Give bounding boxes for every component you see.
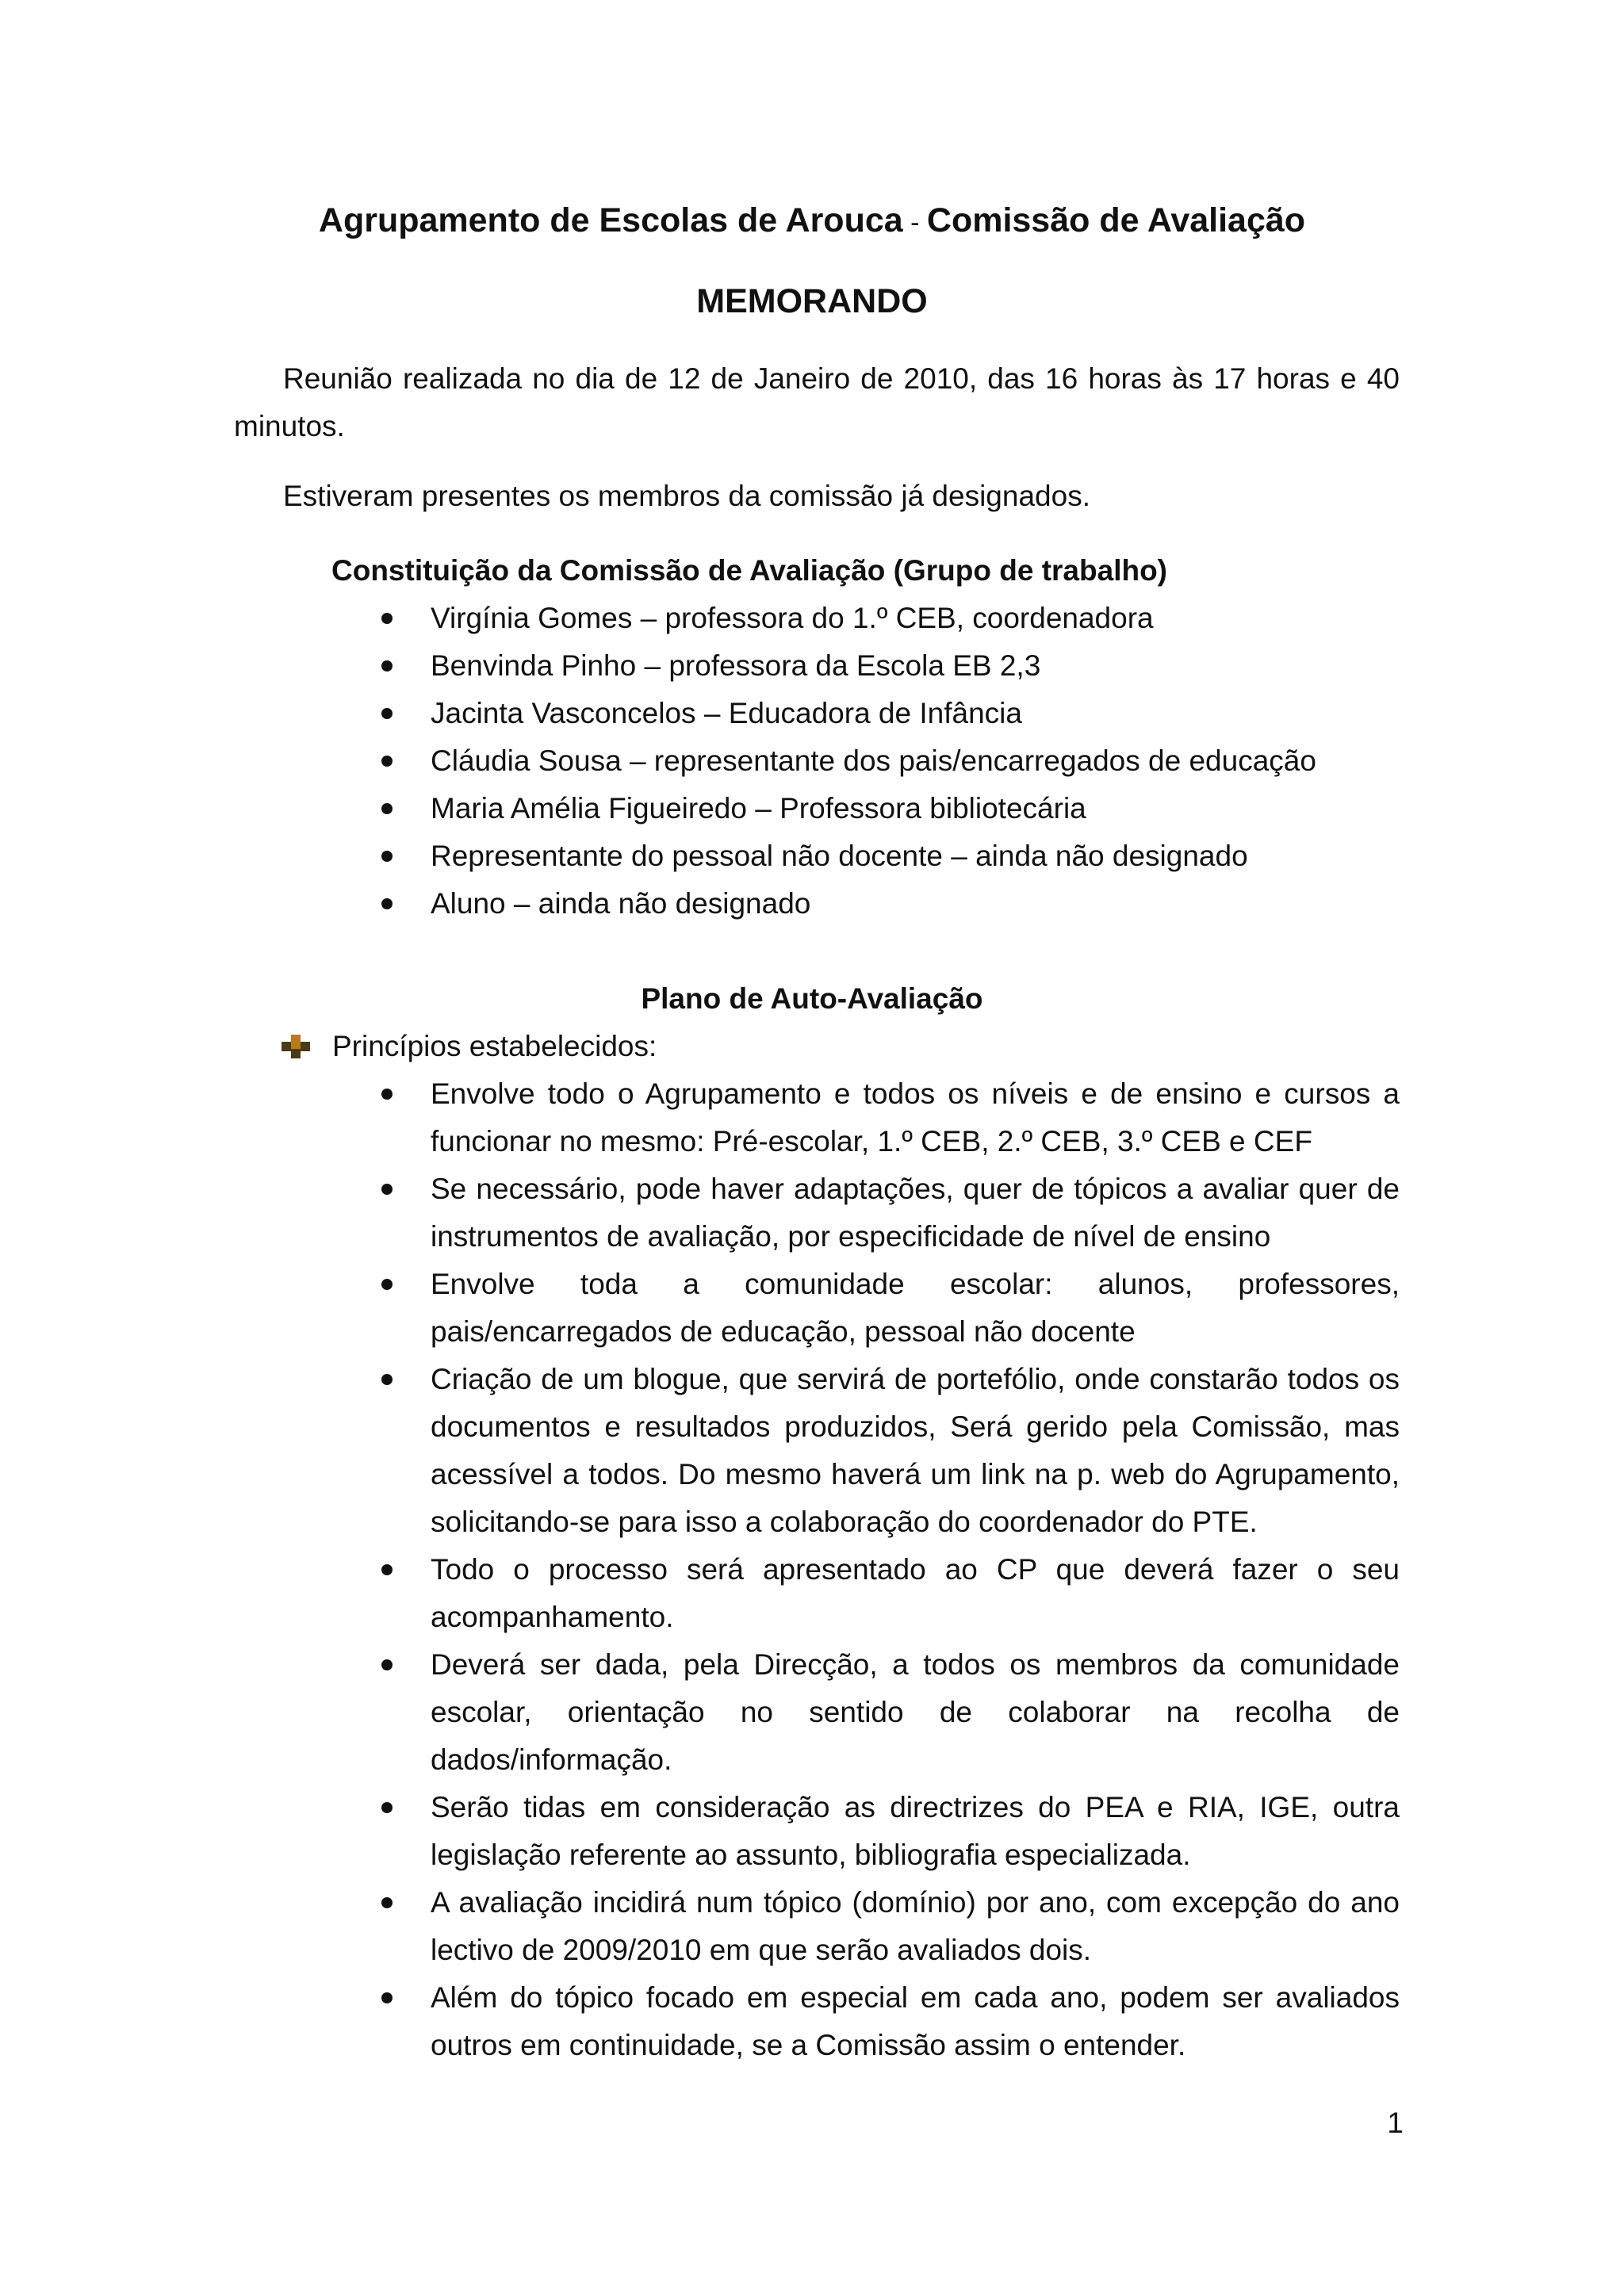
- principle-text: Serão tidas em consideração as directrizes do PEA e RIA, IGE, outra legislação referente ao assunto, bibliografia especializada.: [431, 1791, 1400, 1871]
- list-item: [0, 785, 1400, 832]
- document-subtitle: MEMORANDO: [696, 282, 928, 320]
- principle-text: Criação de um blogue, que servirá de portefólio, onde constarão todos os documentos e resultados produzidos, Será gerido pela Comissão, mas acessível a todos. Do mesmo haverá um link na p. web do Agrupamento, solicitando-se para isso a colaboração do coordenador do PTE.: [431, 1363, 1400, 1538]
- bullet-icon: [381, 1374, 393, 1385]
- list-item: [0, 1974, 1400, 2069]
- list-item: [0, 1546, 1400, 1641]
- attendance-paragraph: Estiveram presentes os membros da comissão já designados.: [283, 480, 1090, 512]
- member-text: Benvinda Pinho – professora da Escola EB 2,3: [431, 649, 1041, 682]
- list-item: [0, 595, 1400, 642]
- bullet-icon: [381, 1659, 393, 1670]
- list-item: [0, 880, 1400, 928]
- title-commission: Comissão de Avaliação: [926, 201, 1306, 239]
- list-item: [0, 1165, 1400, 1261]
- bullet-icon: [381, 851, 393, 862]
- principle-text: Se necessário, pode haver adaptações, quer de tópicos a avaliar quer de instrumentos de avaliação, por especificidade de nível de ensino: [431, 1173, 1400, 1253]
- list-item: [0, 832, 1400, 880]
- member-text: Virgínia Gomes – professora do 1.º CEB, coordenadora: [431, 602, 1154, 634]
- principle-text: Todo o processo será apresentado ao CP que deverá fazer o seu acompanhamento.: [431, 1553, 1400, 1633]
- list-item: [0, 1261, 1400, 1356]
- bullet-icon: [381, 1089, 393, 1100]
- principle-text: Além do tópico focado em especial em cada ano, podem ser avaliados outros em continuidade, se a Comissão assim o entender.: [431, 1981, 1400, 2061]
- member-text: Cláudia Sousa – representante dos pais/encarregados de educação: [431, 744, 1316, 777]
- bullet-icon: [381, 1802, 393, 1813]
- bullet-icon: [381, 1184, 393, 1195]
- committee-member-list: [0, 595, 1400, 928]
- list-item: [0, 690, 1400, 737]
- list-item: [0, 642, 1400, 690]
- member-text: Representante do pessoal não docente – ainda não designado: [431, 840, 1248, 872]
- principles-list: [0, 1070, 1400, 2069]
- list-item: [0, 737, 1400, 785]
- bullet-icon: [381, 1279, 393, 1290]
- principle-text: A avaliação incidirá num tópico (domínio) por ano, com excepção do ano lectivo de 2009/2010 em que serão avaliados dois.: [431, 1886, 1400, 1966]
- principles-label-line: [282, 1023, 657, 1070]
- principles-label: Princípios estabelecidos:: [332, 1030, 657, 1062]
- list-item: [0, 1784, 1400, 1879]
- list-item: [0, 1641, 1400, 1784]
- member-text: Aluno – ainda não designado: [431, 887, 811, 920]
- plan-heading: Plano de Auto-Avaliação: [641, 982, 983, 1015]
- bullet-icon: [381, 1897, 393, 1908]
- title-organization: Agrupamento de Escolas de Arouca: [318, 201, 903, 239]
- principle-text: Envolve todo o Agrupamento e todos os níveis e de ensino e cursos a funcionar no mesmo: Pré-escolar, 1.º CEB, 2.º CEB, 3.º CEB e CEF: [431, 1077, 1400, 1158]
- list-item: [0, 1879, 1400, 1974]
- member-text: Maria Amélia Figueiredo – Professora bibliotecária: [431, 792, 1086, 825]
- meeting-paragraph: Reunião realizada no dia de 12 de Janeiro de 2010, das 16 horas às 17 horas e 40 minutos.: [234, 362, 1400, 442]
- title-separator: -: [902, 208, 927, 238]
- bullet-icon: [381, 898, 393, 909]
- principle-text: Deverá ser dada, pela Direcção, a todos os membros da comunidade escolar, orientação no sentido de colaborar na recolha de dados/informação.: [431, 1648, 1400, 1776]
- bullet-icon: [381, 660, 393, 672]
- bullet-icon: [381, 756, 393, 767]
- list-item: [0, 1070, 1400, 1165]
- bullet-icon: [381, 708, 393, 719]
- bullet-icon: [381, 1992, 393, 2003]
- principle-text: Envolve toda a comunidade escolar: alunos, professores, pais/encarregados de educação, pessoal não docente: [431, 1268, 1400, 1348]
- page-number: 1: [1387, 2107, 1404, 2139]
- document-title: [0, 197, 1624, 247]
- bullet-icon: [381, 803, 393, 814]
- committee-heading: Constituição da Comissão de Avaliação (Grupo de trabalho): [331, 554, 1167, 587]
- list-item: [0, 1356, 1400, 1546]
- bullet-icon: [381, 613, 393, 624]
- member-text: Jacinta Vasconcelos – Educadora de Infância: [431, 697, 1022, 729]
- bullet-icon: [381, 1564, 393, 1575]
- square-cluster-bullet-icon: [282, 1035, 310, 1058]
